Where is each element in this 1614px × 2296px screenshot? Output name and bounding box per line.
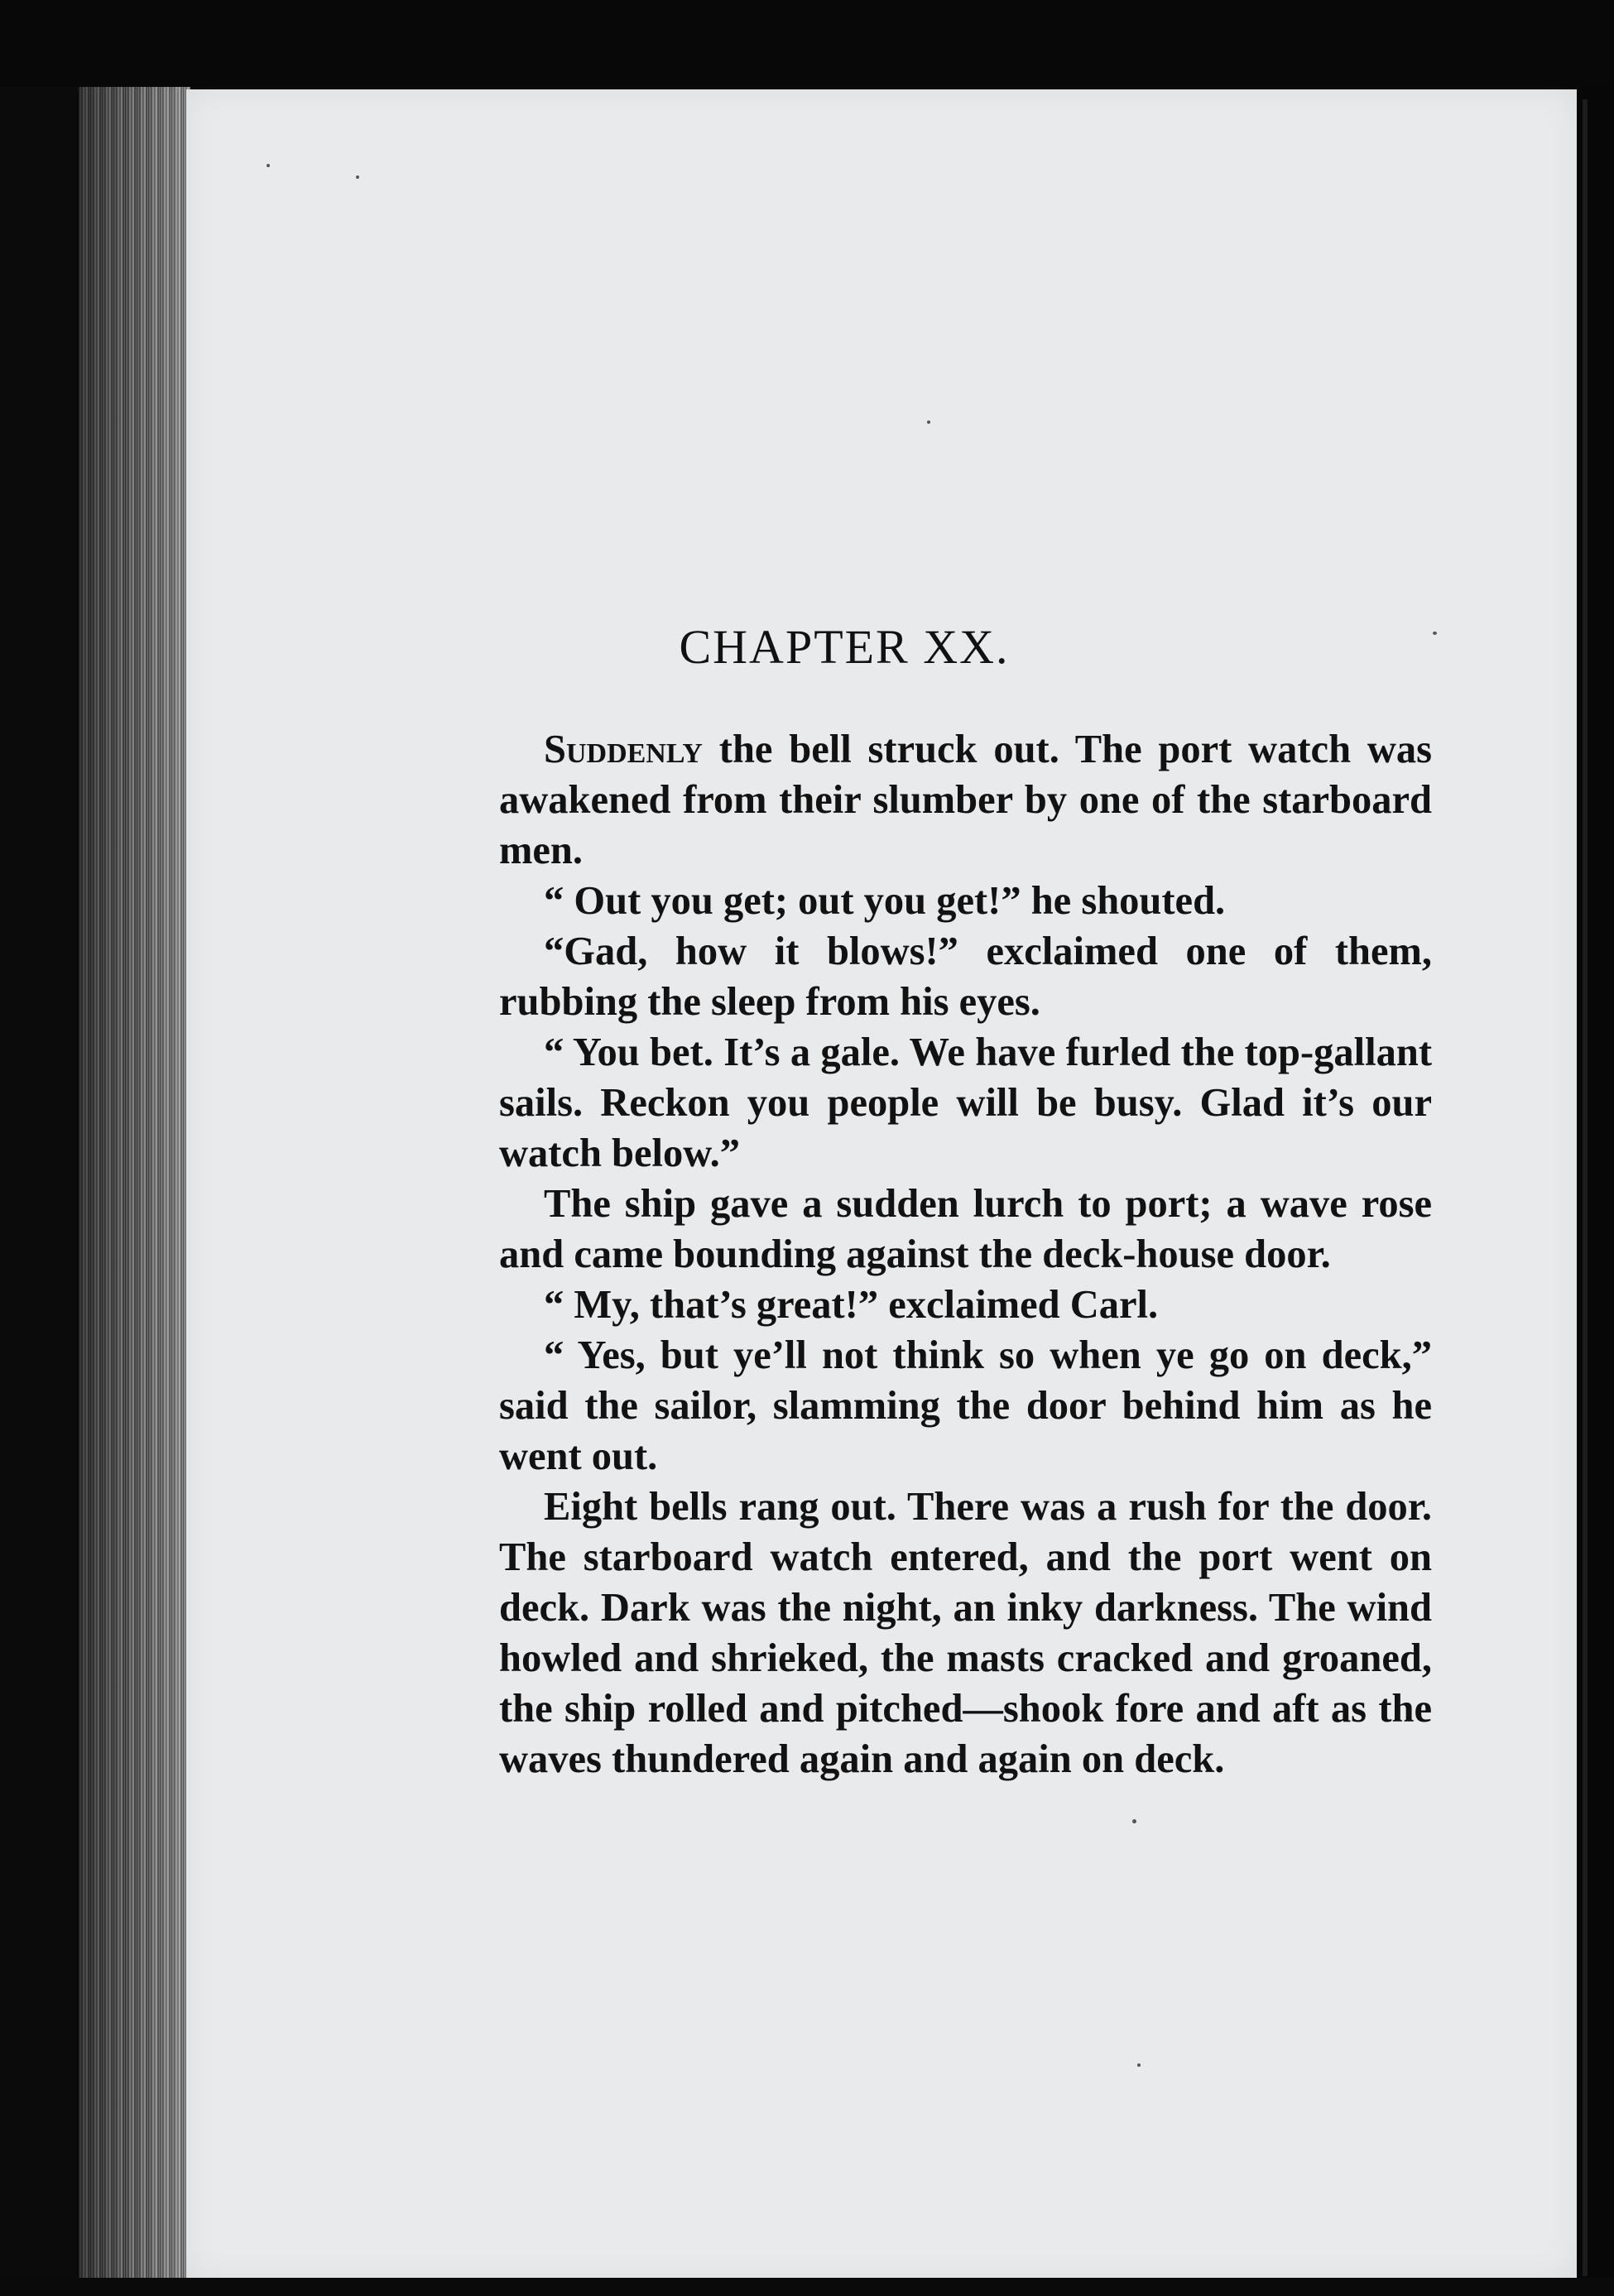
paper-speck [1132,1819,1136,1823]
paragraph [499,1179,1432,1280]
paragraph [499,1280,1432,1330]
paragraph [499,926,1432,1027]
paper-speck [267,164,270,167]
spine-shadow [79,87,190,2280]
scan-top-border [0,0,1614,87]
paper-speck [927,420,930,424]
paragraph-text: The ship gave a sudden lurch to port; a wave rose and came bounding against the deck-house door. [499,1182,1432,1276]
paper-speck [356,175,359,179]
paragraph-text: “ Yes, but ye’ll not think so when ye go on deck,” said the sailor, slamming the door behind him as he went out. [499,1333,1432,1478]
paragraph [499,724,1432,876]
paragraph-text: “ Out you get; out you get!” he shouted. [544,879,1226,923]
paragraph [499,1027,1432,1179]
paragraph [499,876,1432,926]
paragraph [499,1330,1432,1482]
paragraph-text: “Gad, how it blows!” exclaimed one of them, rubbing the sleep from his eyes. [499,929,1432,1024]
chapter-body [499,724,1432,1784]
paragraph-text: “ My, that’s great!” exclaimed Carl. [544,1283,1159,1327]
paragraph-text: Eight bells rang out. There was a rush for the door. The starboard watch entered, and the port went on deck. Dark was the night, an inky darkness. The wind howled and shrieked, the masts cracked and groaned, the ship rolled and pitched—shook fore and aft as the waves thundered again and again on deck. [499,1485,1432,1781]
paragraph-text: the bell struck out. The port watch was awakened from their slumber by one of the starboard men. [499,728,1432,872]
paper-speck [1433,632,1437,635]
paragraph [499,1482,1432,1784]
paper-speck [1137,2063,1141,2067]
page-right-edge-line [1583,99,1588,2276]
paragraph-text: “ You bet. It’s a gale. We have furled the top-gallant sails. Reckon you people will be busy. Glad it’s our watch below.” [499,1030,1432,1175]
scan-bottom-border [0,2278,1614,2296]
paragraph-lead-word: Suddenly [544,728,703,771]
chapter-heading: CHAPTER XX. [679,620,1010,674]
